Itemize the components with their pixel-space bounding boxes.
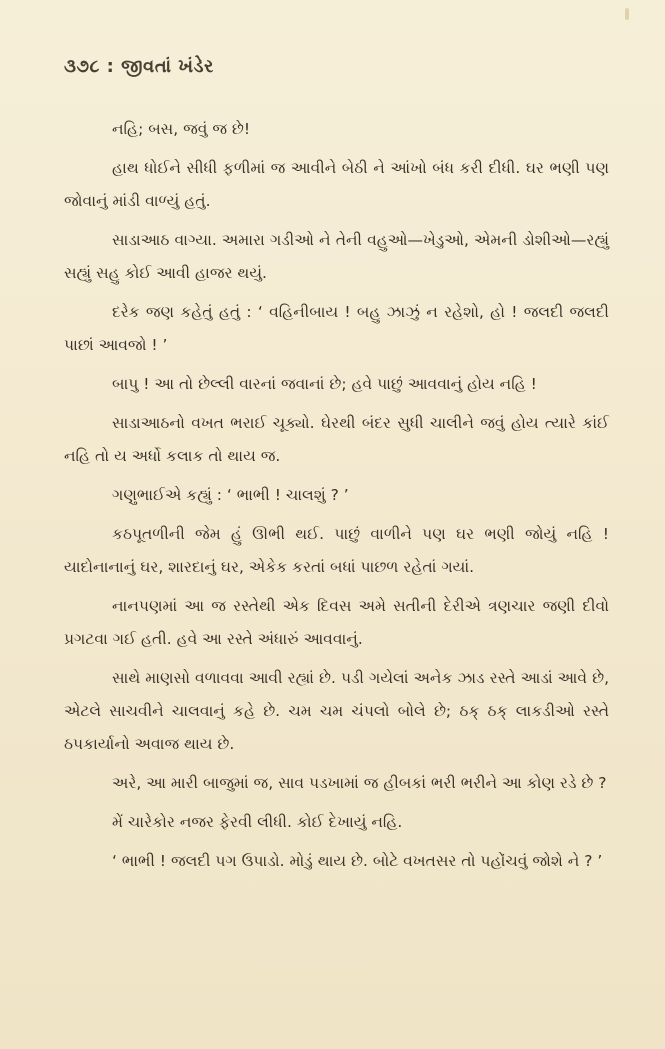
paragraph: મેં ચારેકોર નજર ફેરવી લીધી. કોઈ દેખાયું નહિ.: [112, 813, 403, 831]
paragraph: નાનપણમાં આ જ રસ્તેથી એક દિવસ અમે સતીની દેરીએ ત્રણચાર જણી દીવો પ્રગટવા ગઈ હતી. હવે આ રસ્તે અંધારું આવવાનું.: [64, 597, 609, 648]
paragraph: સાથે માણસો વળાવવા આવી રહ્યાં છે. પડી ગયેલાં અનેક ઝાડ રસ્તે આડાં આવે છે, એટલે સાચવીને ચાલવાનું કહે છે. ચમ ચમ ચંપલો બોલે છે; ઠક્ ઠક્ લાકડીઓ રસ્તે ઠપકાર્યાનો અવાજ થાય છે.: [64, 669, 609, 753]
page-header: ૩૭૮ : જીવતાં ખંડેર: [64, 56, 214, 77]
paragraph: અરે, આ મારી બાજુમાં જ, સાવ પડખામાં જ હીબકાં ભરી ભરીને આ કોણ રડે છે ?: [112, 774, 607, 792]
paragraph: બાપુ ! આ તો છેલ્લી વારનાં જવાનાં છે; હવે પાછું આવવાનું હોય નહિ !: [112, 375, 537, 393]
paragraph: દરેક જણ કહેતું હતું : ‘ વહિનીબાય ! બહુ ઝાઝું ન રહેશો, હો ! જલદી જલદી પાછાં આવજો ! ’: [64, 303, 609, 354]
paragraph: નહિ; બસ, જવું જ છે!: [112, 120, 251, 138]
page-edge-mark: [625, 8, 629, 20]
paragraph: કઠપૂતળીની જેમ હું ઊભી થઈ. પાછું વાળીને પણ ઘર ભણી જોયું નહિ ! યાદોનાનાનું ઘર, શારદાનું ઘર, એકેક કરતાં બધાં પાછળ રહેતાં ગયાં.: [64, 525, 609, 576]
paragraph: હાથ ધોઈને સીધી ફળીમાં જ આવીને બેઠી ને આંખો બંધ કરી દીધી. ઘર ભણી પણ જોવાનું માંડી વાળ્યું હતું.: [64, 159, 609, 210]
paragraph: ‘ ભાભી ! જલદી પગ ઉપાડો. મોડું થાય છે. બોટે વખતસર તો પહોંચવું જોશે ને ? ’: [112, 852, 603, 870]
paragraph: સાડાઆઠ વાગ્યા. અમારા ગડીઓ ને તેની વહુઓ—ખેડુઓ, એમની ડોશીઓ—રહ્યું સહ્યું સહુ કોઈ આવી હાજર થયું.: [64, 231, 609, 282]
body-text: [64, 113, 609, 884]
paragraph: સાડાઆઠનો વખત ભરાઈ ચૂક્યો. ઘેરથી બંદર સુધી ચાલીને જવું હોય ત્યારે કાંઈ નહિ તો ય અર્ધો કલાક તો થાય જ.: [64, 414, 609, 465]
paragraph: ગણુભાઈએ કહ્યું : ‘ ભાભી ! ચાલશું ? ’: [112, 486, 349, 504]
